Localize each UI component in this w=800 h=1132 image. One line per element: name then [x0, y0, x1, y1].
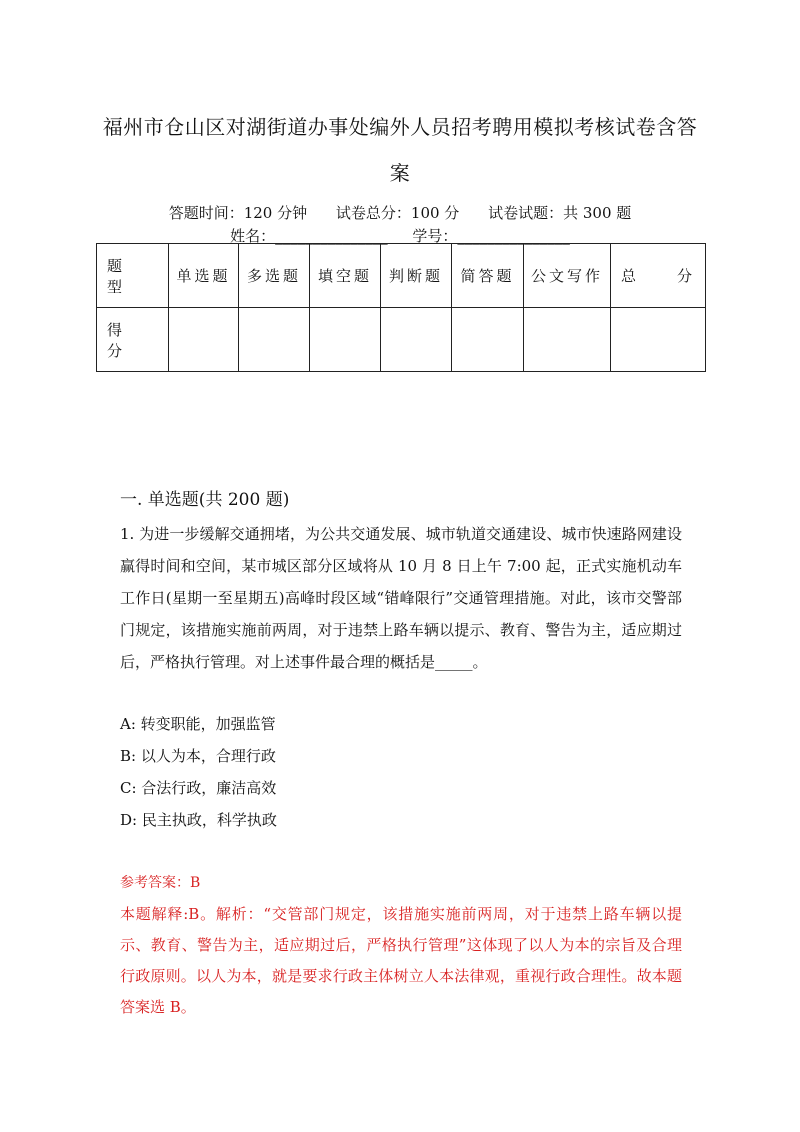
section-title: 一. 单选题(共 200 题): [120, 490, 290, 510]
exam-meta: [0, 202, 800, 223]
score-cell: [169, 308, 239, 372]
score-cell: [452, 308, 524, 372]
header-single-choice: 单选题: [169, 244, 239, 308]
reference-answer: 参考答案：B: [120, 875, 201, 891]
exam-time: 答题时间：120 分钟: [168, 204, 308, 222]
score-label: 得 分: [97, 308, 169, 372]
header-true-false: 判断题: [381, 244, 452, 308]
option-d: D: 民主执政，科学执政: [120, 811, 277, 829]
header-question-type: 题 型: [97, 244, 169, 308]
score-cell: [524, 308, 611, 372]
exam-question-count: 试卷试题：共 300 题: [488, 204, 632, 222]
exam-total-score: 试卷总分：100 分: [335, 204, 460, 222]
option-b: B: 以人为本，合理行政: [120, 747, 276, 765]
student-name: 姓名：_______________: [230, 227, 388, 245]
score-cell: [611, 308, 706, 372]
student-id: 学号：_______________: [412, 227, 570, 245]
score-table-header-row: [97, 244, 706, 308]
header-short-answer: 简答题: [452, 244, 524, 308]
header-fill-blank: 填空题: [310, 244, 381, 308]
header-total: 总 分: [611, 244, 706, 308]
header-official-writing: 公文写作: [524, 244, 611, 308]
answer-explanation: 本题解释:B。解析：“交管部门规定，该措施实施前两周，对于违禁上路车辆以提示、教育、警告为主，适应期过后，严格执行管理”这体现了以人为本的宗旨及合理行政原则。以人为本，就是要求行政主体树立人本法律观，重视行政合理性。故本题答案选 B。: [120, 905, 682, 1016]
score-table: [96, 243, 706, 372]
score-cell: [310, 308, 381, 372]
option-a: A: 转变职能，加强监管: [120, 715, 276, 733]
header-multiple-choice: 多选题: [239, 244, 310, 308]
score-cell: [381, 308, 452, 372]
score-table-score-row: [97, 308, 706, 372]
question-text: 1. 为进一步缓解交通拥堵，为公共交通发展、城市轨道交通建设、城市快速路网建设赢得时间和空间，某市城区部分区域将从 10 月 8 日上午 7:00 起，正式实施机动车工作日(星期一至星期五)高峰时段区域“错峰限行”交通管理措施。对此，该市交警部门规定，该措施实施前两周，对于违禁上路车辆以提示、教育、警告为主，适应期过后，严格执行管理。对上述事件最合理的概括是_____。: [120, 525, 682, 671]
option-c: C: 合法行政，廉洁高效: [120, 779, 277, 797]
score-cell: [239, 308, 310, 372]
document-title: 福州市仓山区对湖街道办事处编外人员招考聘用模拟考核试卷含答案: [102, 115, 698, 185]
